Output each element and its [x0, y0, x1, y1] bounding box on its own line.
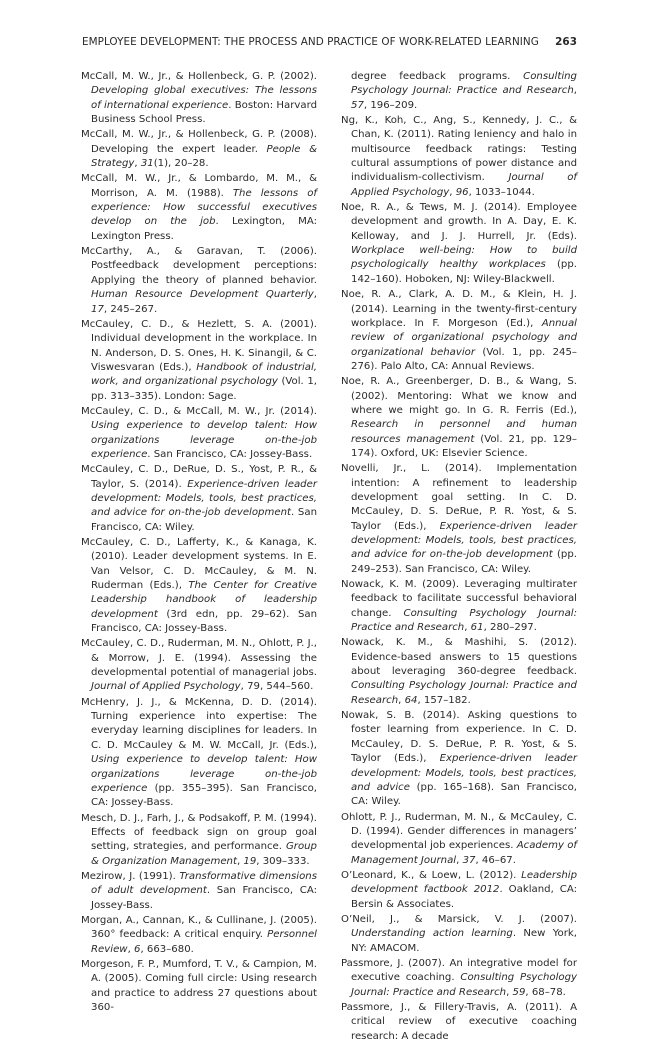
- reference-text: McCauley, C. D., DeRue, D. S., Yost, P. R., & Taylor, S. (2014).: [81, 464, 317, 490]
- reference-text: Noe, R. A., & Tews, M. J. (2014). Employee development and growth. In A. Day, E. K. Kelloway, and J. J. Hurrell, Jr. (Eds).: [341, 202, 577, 242]
- reference-text: Noe, R. A., Clark, A. D. M., & Klein, H. J. (2014). Learning in the twenty-first-century workplace. In F. Morgeson (Ed.),: [341, 289, 577, 329]
- reference-text: ,: [398, 694, 405, 706]
- reference-text: (pp. 142–160). Hoboken, NJ: Wiley-Blackwell.: [351, 259, 577, 285]
- reference-text: ,: [236, 855, 244, 867]
- reference-text: . Lexington, MA: Lexington Press.: [91, 216, 317, 242]
- page-number: 263: [555, 36, 577, 48]
- reference-text: O’Neil, J., & Marsick, V. J. (2007).: [341, 913, 577, 925]
- reference-text: McCauley, C. D., & Hezlett, S. A. (2001). Individual development in the workplace. In N. Anderson, D. S. Ones, H. K. Sinangil, & C. Viswesvaran (Eds.),: [81, 318, 317, 373]
- reference-volume: 31: [140, 158, 154, 170]
- reference-text: (Vol. 21, pp. 129–174). Oxford, UK: Elsevier Science.: [351, 433, 577, 459]
- running-title: EMPLOYEE DEVELOPMENT: THE PROCESS AND PRACTICE OF WORK-RELATED LEARNING: [82, 36, 539, 48]
- reference-entry: [341, 462, 577, 577]
- reference-title: Using experience to develop talent: How organizations leverage on-the-job experience: [91, 420, 317, 460]
- reference-text: (pp. 355–395). San Francisco, CA: Jossey-Bass.: [91, 782, 317, 809]
- reference-title: Understanding action learning: [351, 928, 513, 940]
- reference-text: (1), 20–28.: [153, 158, 209, 170]
- reference-text: McCall, M. W., Jr., & Hollenbeck, G. P. (2002).: [81, 71, 317, 82]
- reference-text: Mezirow, J. (1991).: [81, 870, 180, 882]
- reference-title: Journal of Applied Psychology: [351, 172, 577, 198]
- reference-entry: [81, 245, 317, 317]
- reference-entry: [81, 914, 317, 957]
- reference-text: ,: [134, 158, 141, 170]
- reference-title: Developing global executives: The lessons of international experience: [91, 85, 317, 111]
- reference-text: ,: [573, 85, 577, 97]
- reference-volume: 96: [455, 186, 469, 198]
- reference-text: Morgan, A., Cannan, K., & Cullinane, J. (2005). 360° feedback: A critical enquiry.: [81, 914, 317, 941]
- reference-text: , 46–67.: [475, 854, 516, 866]
- reference-text: Passmore, J. (2007). An integrative model for executive coaching.: [341, 957, 577, 984]
- reference-text: . San Francisco, CA: Jossey-Bass.: [147, 448, 313, 460]
- reference-title: Annual review of organizational psychology and organizational behavior: [351, 317, 577, 358]
- reference-title: Experience-driven leader development: Models, tools, best practices, and advice: [351, 753, 577, 793]
- reference-title: Group & Organization Management: [91, 841, 317, 867]
- reference-title: Leadership development factbook 2012: [351, 869, 577, 896]
- reference-entry: [341, 869, 577, 912]
- reference-volume: 57: [351, 99, 364, 111]
- reference-text: (pp. 249–253). San Francisco, CA: Wiley.: [351, 549, 577, 575]
- reference-entry: [341, 375, 577, 461]
- reference-title: Journal of Applied Psychology: [91, 681, 241, 693]
- reference-title: The Center for Creative Leadership handbook of leadership development: [91, 580, 317, 620]
- reference-volume: 19: [243, 855, 257, 867]
- reference-text: Nowack, K. M. (2009). Leveraging multirater feedback to facilitate successful behavioral change.: [341, 579, 577, 619]
- reference-text: , 309–333.: [256, 855, 310, 867]
- reference-text: , 1033–1044.: [468, 186, 535, 198]
- reference-entry: [81, 405, 317, 462]
- reference-text: Mesch, D. J., Farh, J., & Podsakoff, P. M. (1994). Effects of feedback sign on group goal setting, strategies, and performance.: [81, 812, 317, 853]
- reference-entry: [341, 1001, 577, 1044]
- reference-text: McCauley, C. D., Ruderman, M. N., Ohlott, P. J., & Morrow, J. E. (1994). Assessing the developmental potential of managerial jobs.: [81, 638, 317, 679]
- reference-text: Ng, K., Koh, C., Ang, S., Kennedy, J. C., & Chan, K. (2011). Rating leniency and halo in multisource feedback ratings: Testing cultural assumptions of power distance and individualism-collectivism.: [341, 115, 577, 184]
- reference-entry: [81, 958, 317, 1015]
- reference-text: , 196–209.: [363, 99, 418, 111]
- reference-title: Research in personnel and human resources management: [351, 419, 577, 445]
- reference-entry: [81, 128, 317, 171]
- reference-text: Noe, R. A., Greenberger, D. B., & Wang, S. (2002). Mentoring: What we know and where we might go. In G. R. Ferris (Ed.),: [341, 376, 577, 416]
- reference-entry: [341, 636, 577, 708]
- reference-entry: [341, 913, 577, 956]
- reference-text: ,: [449, 186, 456, 198]
- reference-text: McCauley, C. D., Lafferty, K., & Kanaga, K. (2010). Leader development systems. In E. Van Velsor, C. D. McCauley, & M. N. Ruderman (Eds.),: [81, 537, 317, 592]
- reference-text: , 157–182.: [417, 694, 471, 706]
- reference-entry: [341, 709, 577, 809]
- reference-text: ,: [456, 854, 463, 866]
- reference-text: (Vol. 1, pp. 313–335). London: Sage.: [91, 376, 318, 402]
- running-head: [82, 36, 577, 48]
- reference-text: McHenry, J. J., & McKenna, D. D. (2014). Turning experience into expertise: The everyday learning disciplines for leaders. In C. D. McCauley & M. W. McCall, Jr. (Eds.),: [81, 696, 317, 751]
- reference-entry: [81, 696, 317, 811]
- reference-title: Using experience to develop talent: How organizations leverage on-the-job experience: [91, 754, 317, 794]
- reference-text: . San Francisco, CA: Wiley.: [91, 507, 317, 533]
- reference-volume: 37: [462, 854, 476, 866]
- reference-title: Academy of Management Journal: [351, 840, 577, 866]
- reference-entry: [341, 957, 577, 1000]
- reference-text: McCauley, C. D., & McCall, M. W., Jr. (2014).: [81, 405, 317, 417]
- reference-title: Consulting Psychology Journal: Practice and Research: [351, 607, 578, 634]
- reference-text: . Boston: Harvard Business School Press.: [91, 99, 317, 126]
- reference-text: Nowak, S. B. (2014). Asking questions to foster learning from experience. In C. D. McCauley, D. S. DeRue, P. R. Yost, & S. Taylor (Eds.),: [341, 710, 577, 765]
- reference-text: (3rd edn, pp. 29–62). San Francisco, CA: Jossey-Bass.: [91, 608, 317, 635]
- reference-title: Workplace well-being: How to build psychologically healthy workplaces: [351, 245, 577, 271]
- reference-title: Experience-driven leader development: Models, tools, best practices, and advice for on-the-job development: [351, 520, 577, 561]
- reference-title: Consulting Psychology Journal: Practice and Research: [351, 972, 577, 998]
- left-column: [81, 70, 317, 1016]
- reference-text: (Vol. 1, pp. 245–276). Palo Alto, CA: Annual Reviews.: [351, 346, 577, 372]
- reference-text: ,: [506, 986, 513, 998]
- reference-title: Handbook of industrial, work, and organizational psychology: [91, 361, 317, 388]
- reference-entry: [341, 811, 577, 868]
- reference-text: ,: [313, 289, 317, 301]
- reference-title: Consulting Psychology Journal: Practice and Research: [351, 680, 577, 706]
- reference-text: McCall, M. W., Jr., & Lombardo, M. M., & Morrison, A. M. (1988).: [81, 173, 317, 199]
- reference-entry: [81, 812, 317, 869]
- reference-text: Morgeson, F. P., Mumford, T. V., & Campion, M. A. (2005). Coming full circle: Using research and practice to address 27 questions about 360-: [81, 958, 317, 1013]
- reference-text: , 79, 544–560.: [240, 681, 314, 693]
- reference-entry: [81, 172, 317, 244]
- reference-entry: [341, 114, 577, 200]
- reference-text: . New York, NY: AMACOM.: [351, 928, 577, 954]
- reference-title: Personnel Review: [91, 929, 317, 955]
- reference-title: Consulting Psychology Journal: Practice and Research: [351, 71, 577, 97]
- reference-title: Transformative dimensions of adult development: [91, 870, 317, 897]
- reference-volume: 59: [512, 986, 526, 998]
- reference-entry: [341, 288, 577, 374]
- reference-text: , 68–78.: [525, 986, 566, 998]
- reference-volume: 61: [470, 622, 484, 634]
- reference-text: McCarthy, A., & Garavan, T. (2006). Postfeedback development perceptions: Applying the theory of planned behavior.: [81, 246, 317, 286]
- reference-text: , 663–680.: [140, 943, 194, 955]
- reference-text: ,: [464, 622, 471, 634]
- reference-entry: [81, 870, 317, 913]
- reference-text: Passmore, J., & Fillery-Travis, A. (2011). A critical review of executive coaching research: A decade: [341, 1002, 577, 1042]
- reference-title: The lessons of experience: How successful executives develop on the job: [91, 187, 317, 228]
- reference-volume: 17: [91, 303, 104, 315]
- reference-title: Experience-driven leader development: Models, tools, best practices, and advice for on-the-job development: [91, 478, 317, 519]
- reference-volume: 64: [404, 694, 418, 706]
- reference-text: . San Francisco, CA: Jossey-Bass.: [91, 885, 317, 911]
- reference-text: O’Leonard, K., & Loew, L. (2012).: [341, 869, 522, 881]
- reference-text: , 280–297.: [483, 622, 537, 634]
- right-column: [341, 70, 577, 1045]
- reference-volume: 6: [134, 943, 141, 955]
- reference-text: , 245–267.: [103, 303, 158, 315]
- reference-text: (pp. 165–168). San Francisco, CA: Wiley.: [351, 781, 577, 808]
- reference-title: Human Resource Development Quarterly: [91, 289, 314, 301]
- reference-text: degree feedback programs.: [351, 71, 524, 82]
- reference-text: . Oakland, CA: Bersin & Associates.: [351, 884, 577, 910]
- reference-entry: [81, 536, 317, 636]
- reference-text: Ohlott, P. J., Ruderman, M. N., & McCauley, C. D. (1994). Gender differences in managers’ developmental job experiences.: [341, 811, 577, 852]
- reference-entry: [341, 578, 577, 635]
- reference-entry: [81, 463, 317, 535]
- reference-text: Novelli, Jr., L. (2014). Implementation intention: A refinement to leadership development goal setting. In C. D. McCauley, D. S. DeRue, P. R. Yost, & S. Taylor (Eds.),: [341, 463, 577, 532]
- reference-entry: [81, 637, 317, 694]
- reference-entry: [81, 70, 317, 127]
- reference-entry: [341, 201, 577, 287]
- reference-text: ,: [127, 943, 135, 955]
- reference-text: Nowack, K. M., & Mashihi, S. (2012). Evidence-based answers to 15 questions about leveraging 360-degree feedback.: [341, 637, 577, 678]
- reference-entry: [341, 70, 577, 113]
- reference-text: McCall, M. W., Jr., & Hollenbeck, G. P. (2008). Developing the expert leader.: [81, 129, 317, 155]
- reference-entry: [81, 318, 317, 404]
- reference-title: People & Strategy: [91, 143, 318, 170]
